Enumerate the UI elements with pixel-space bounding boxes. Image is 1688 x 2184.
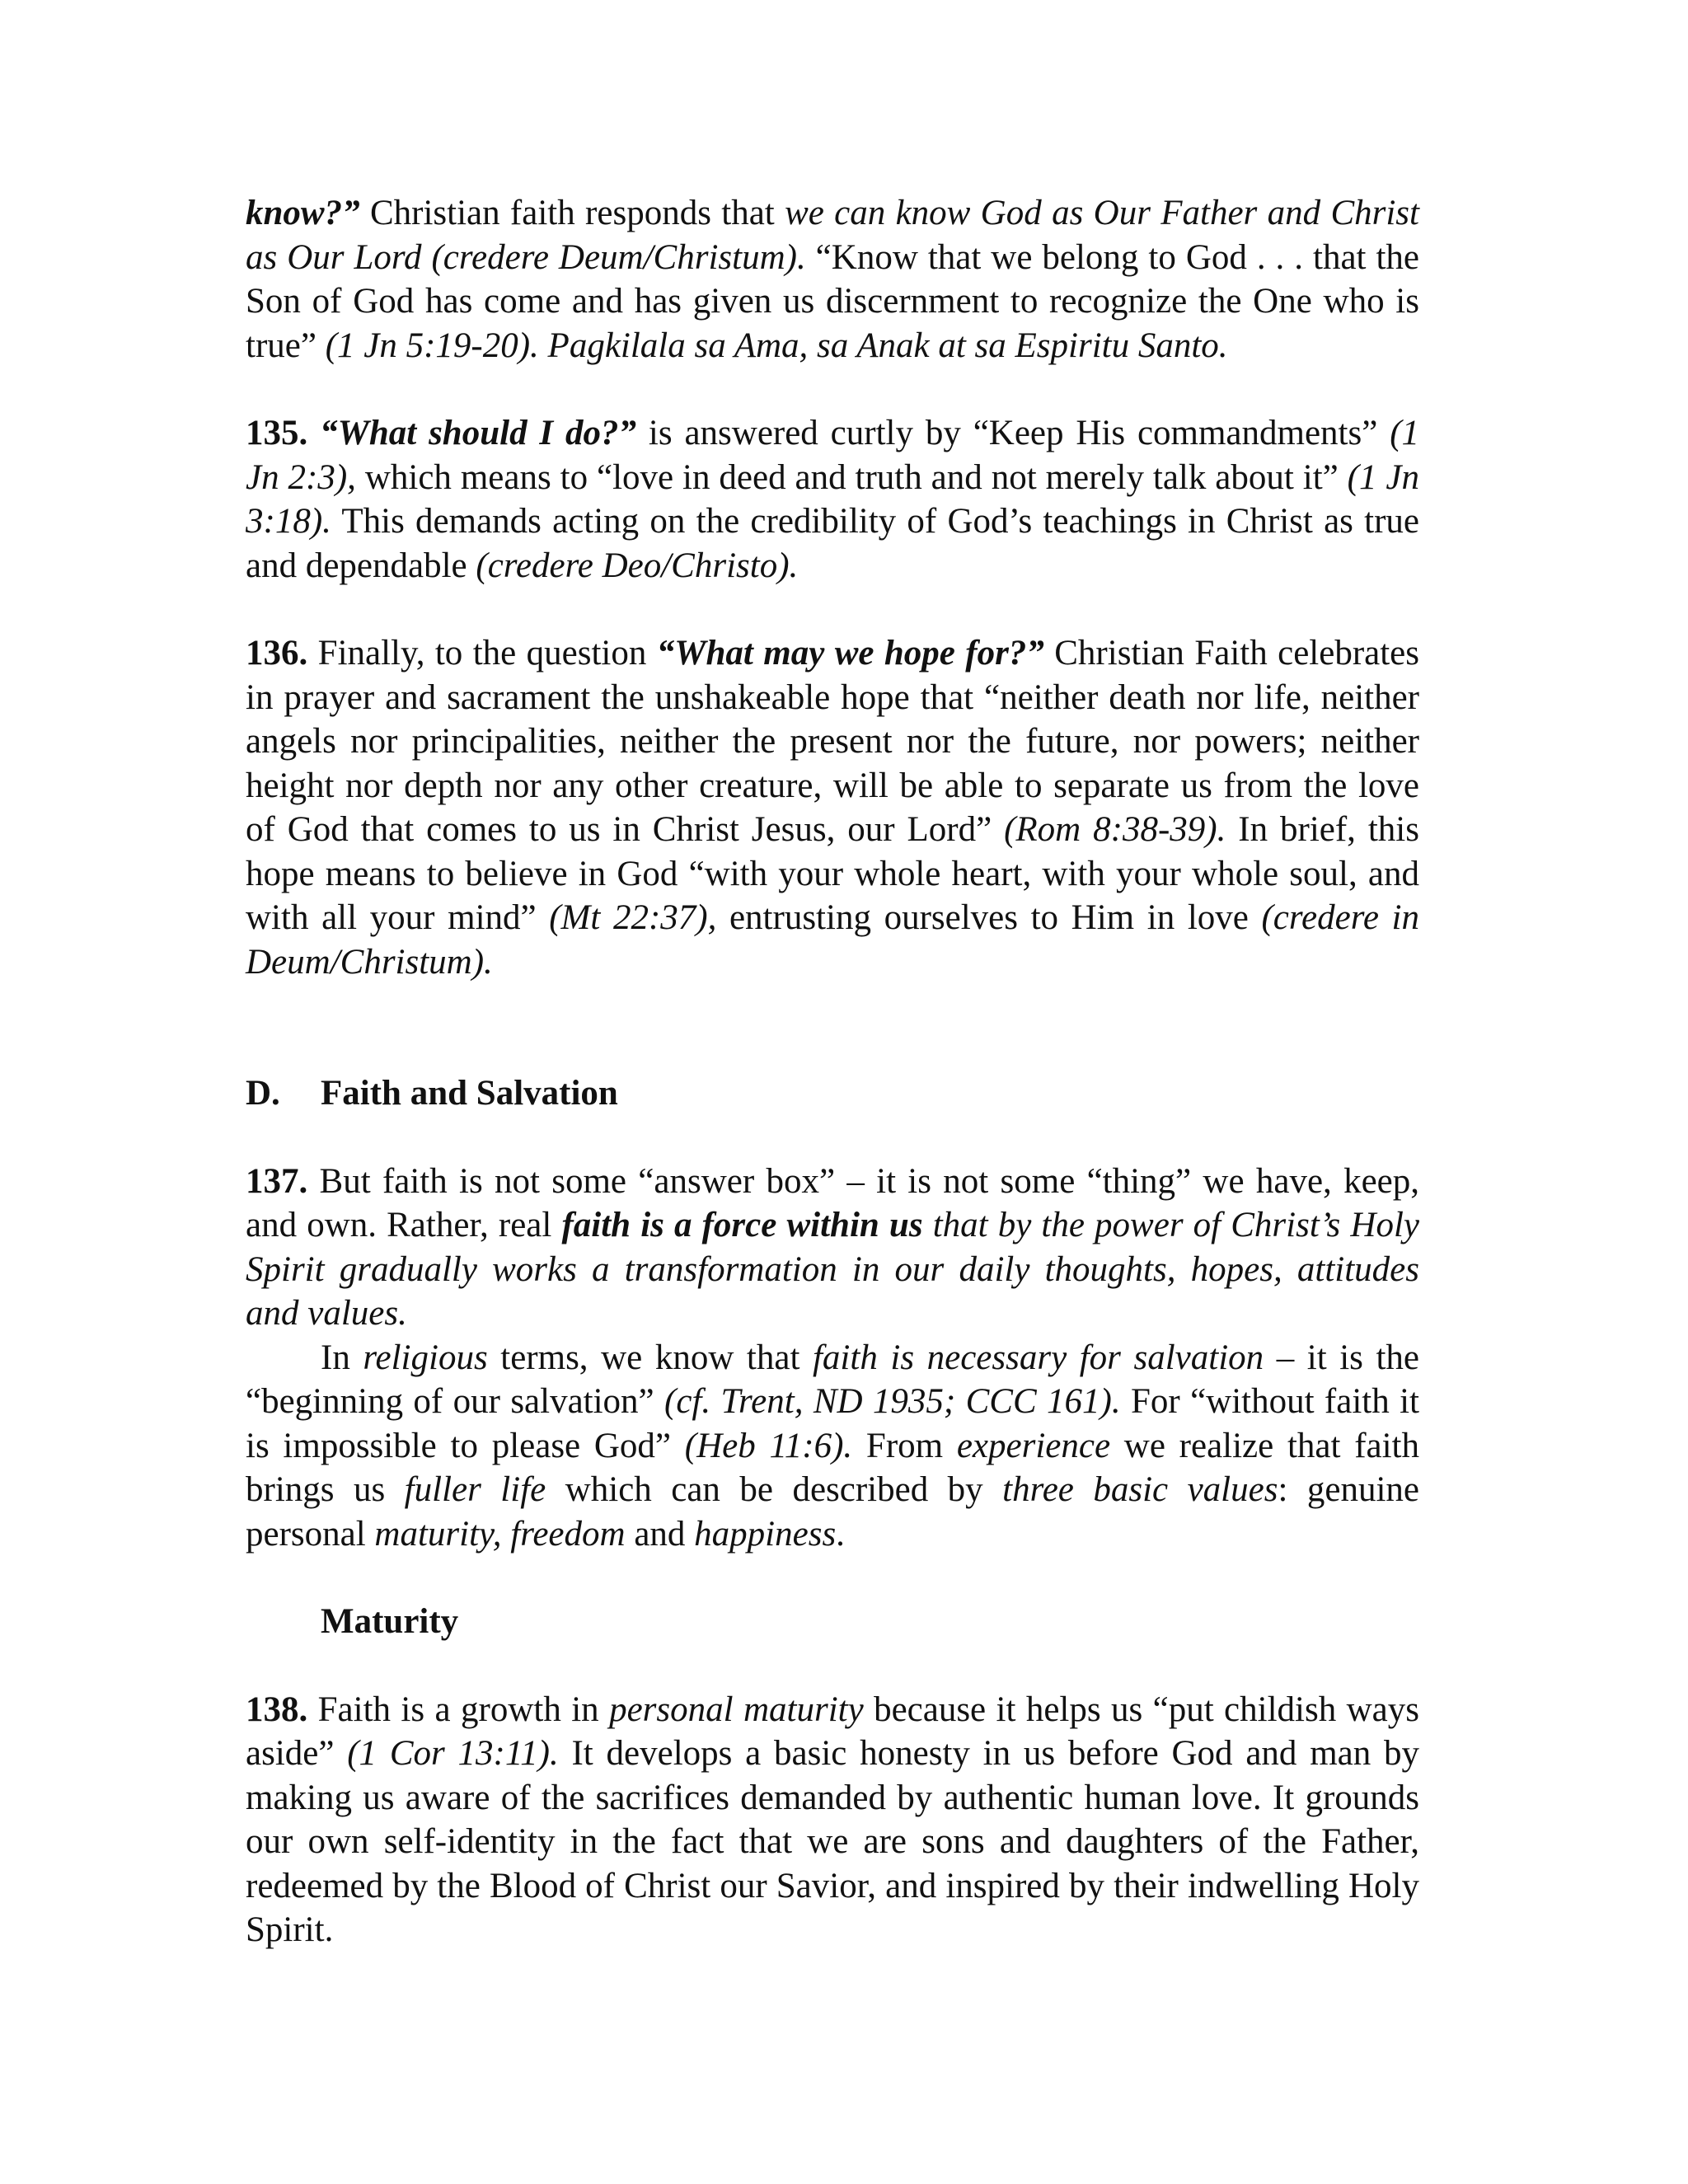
text: Christian Faith celebrates in prayer and sacrament the unshakeable hope that “neither death nor life, neither angels nor principalities, neither the present nor the future, nor powers; neither height nor depth nor any other creature, will be able to separate us from the love of God that comes to us in Christ Jesus, our Lord” bbox=[246, 634, 1419, 849]
citation: (1 Jn 3:18). bbox=[246, 457, 1419, 541]
text: : genuine personal bbox=[246, 1470, 1419, 1554]
italic-text: that by the power of Christ’s Holy Spirit gradually works a transformation in our daily thoughts, hopes, attitudes and values. bbox=[246, 1206, 1419, 1333]
italic-text: fuller life bbox=[404, 1470, 546, 1509]
subsection-heading: Maturity bbox=[321, 1602, 459, 1641]
spacer bbox=[246, 984, 1419, 1071]
text: and bbox=[625, 1514, 695, 1554]
citation: (cf. Trent, ND 1935; CCC 161). bbox=[664, 1382, 1121, 1421]
text: In bbox=[321, 1338, 363, 1377]
text: This demands acting on the credibility of God’s teachings in Christ as true and dependable bbox=[246, 502, 1419, 585]
question: “What should I do?” bbox=[307, 414, 637, 452]
citation: (Mt 22:37), bbox=[549, 898, 717, 937]
text: we realize that faith brings us bbox=[246, 1426, 1419, 1509]
text: which can be described by bbox=[546, 1470, 1003, 1509]
question-know: know?” bbox=[246, 194, 360, 232]
paragraph-number: 135. bbox=[246, 414, 308, 452]
paragraph-135 bbox=[246, 411, 1419, 588]
section-title: Faith and Salvation bbox=[321, 1074, 618, 1113]
paragraph-138 bbox=[246, 1688, 1419, 1952]
text: Christian faith responds that bbox=[359, 194, 785, 232]
question: “What may we hope for?” bbox=[656, 634, 1044, 673]
paragraph-number: 138. bbox=[246, 1690, 308, 1729]
section-heading bbox=[246, 1071, 1419, 1116]
text: For “without faith it is impossible to please God” bbox=[246, 1382, 1419, 1465]
italic-text: experience bbox=[956, 1426, 1111, 1465]
text: Faith is a growth in bbox=[307, 1690, 610, 1729]
text: terms, we know that bbox=[487, 1338, 813, 1377]
italic-text: happiness bbox=[694, 1514, 837, 1554]
text: entrusting ourselves to Him in love bbox=[716, 898, 1262, 937]
italic-text: (credere Deo/Christo). bbox=[476, 546, 799, 585]
text: It develops a basic honesty in us before God and man by making us aware of the sacrifices demanded by authentic human love. It grounds our own self-identity in the fact that we are sons and daughters of the Father, redeemed by the Blood of Christ our Savior, and inspired by their indwelling Holy Spirit. bbox=[246, 1734, 1419, 1949]
citation: (Rom 8:38-39). bbox=[1004, 810, 1226, 849]
document-page bbox=[246, 191, 1419, 1952]
section-letter: D. bbox=[246, 1074, 280, 1113]
spacer bbox=[246, 1116, 1419, 1160]
text: “Know that we belong to God . . . that the Son of God has come and has given us discernment to recognize the One who is true” bbox=[246, 237, 1419, 365]
spacer bbox=[246, 368, 1419, 411]
paragraph-137-continued bbox=[246, 1336, 1419, 1557]
paragraph-136 bbox=[246, 631, 1419, 984]
italic-text: religious bbox=[363, 1338, 488, 1377]
text: which means to “love in deed and truth and not merely talk about it” bbox=[355, 457, 1348, 497]
paragraph-137 bbox=[246, 1160, 1419, 1336]
citation: (1 Jn 2:3), bbox=[246, 414, 1420, 497]
paragraph-134-continued bbox=[246, 191, 1419, 368]
text: – it is the “beginning of our salvation” bbox=[246, 1338, 1420, 1421]
italic-text: we can know God as Our Father and Christ as Our Lord (credere Deum/Christum). bbox=[246, 194, 1419, 277]
paragraph-number: 137. bbox=[246, 1161, 308, 1201]
paragraph-number: 136. bbox=[246, 634, 308, 673]
bold-italic-text: faith is a force within us bbox=[561, 1206, 923, 1244]
italic-text: personal maturity bbox=[609, 1690, 864, 1729]
text: Finally, to the question bbox=[307, 634, 657, 673]
spacer bbox=[246, 1556, 1419, 1600]
italic-text: faith is necessary for salvation bbox=[812, 1338, 1264, 1377]
text: From bbox=[852, 1426, 957, 1465]
spacer bbox=[246, 588, 1419, 631]
italic-text: (credere in Deum/Christum). bbox=[246, 898, 1419, 982]
citation: (1 Cor 13:11). bbox=[347, 1734, 559, 1773]
text: because it helps us “put childish ways aside” bbox=[246, 1690, 1419, 1773]
text: . bbox=[836, 1514, 845, 1554]
citation: (Heb 11:6). bbox=[684, 1426, 853, 1465]
italic-text: maturity, freedom bbox=[374, 1514, 626, 1554]
italic-text: three basic values bbox=[1002, 1470, 1278, 1509]
italic-text: (1 Jn 5:19-20). Pagkilala sa Ama, sa Anak at sa Espiritu Santo. bbox=[325, 326, 1228, 365]
spacer bbox=[246, 1644, 1419, 1688]
text: is answered curtly by “Keep His commandments” bbox=[636, 414, 1390, 452]
text: But faith is not some “answer box” – it is not some “thing” we have, keep, and own. Rather, real bbox=[246, 1161, 1419, 1244]
text: In brief, this hope means to believe in God “with your whole heart, with your whole soul, and with all your mind” bbox=[246, 810, 1419, 937]
